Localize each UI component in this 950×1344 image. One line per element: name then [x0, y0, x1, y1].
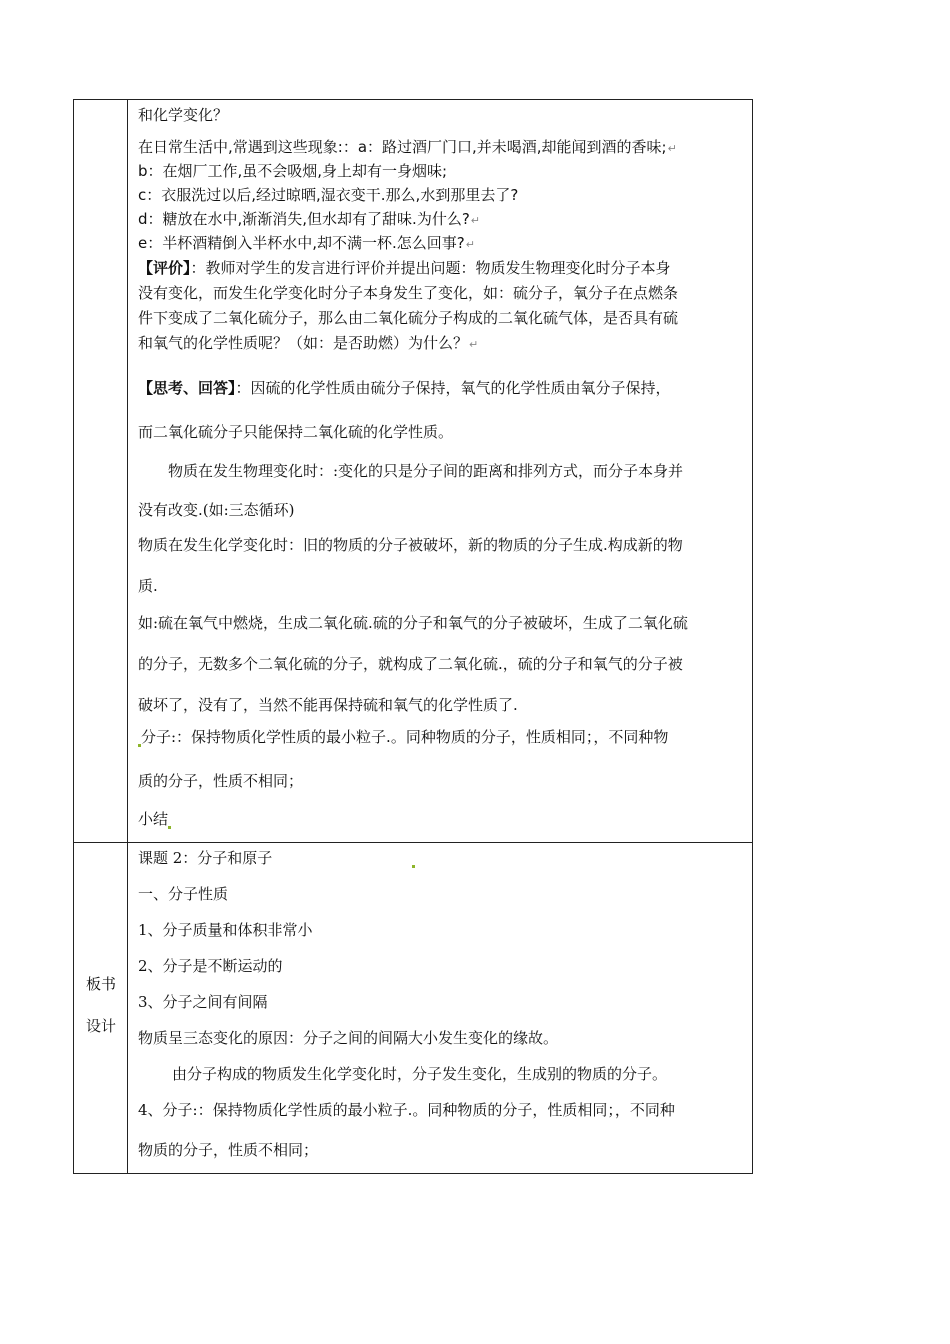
board-label-1: 板书 [85, 975, 116, 993]
section-heading: 一、分子性质 [138, 885, 229, 903]
think-line-2: 而二氧化硫分子只能保持二氧化硫的化学性质。 [138, 423, 454, 441]
evaluation-line-3: 件下变成了二氧化硫分子，那么由二氧化硫分子构成的二氧化硫气体，是否具有硫 [138, 309, 679, 327]
evaluation-text: ：教师对学生的发言进行评价并提出问题：物质发生物理变化时分子本身 [190, 259, 671, 277]
example-line-2: 的分子，无数多个二氧化硫的分子，就构成了二氧化硫.，硫的分子和氧气的分子被 [138, 655, 683, 673]
lesson-title [138, 847, 415, 868]
label-cell-board-design [74, 843, 128, 1173]
phenomenon-d: d：糖放在水中,渐渐消失,但水却有了甜味.为什么? [138, 210, 470, 228]
phenomenon-d-line [138, 208, 480, 229]
evaluation-tag: 【评价】 [138, 259, 191, 277]
paragraph-mark-icon: ↵ [470, 214, 481, 227]
think-text: ：因硫的化学性质由硫分子保持，氧气的化学性质由氧分子保持， [235, 379, 671, 397]
paragraph-mark-icon: ↵ [667, 142, 677, 155]
think-line-1 [138, 377, 671, 398]
table-row-process [74, 100, 752, 842]
content-cell-board-design [128, 843, 752, 1173]
chemical-change-note: 由分子构成的物质发生化学变化时，分子发生变化，生成别的物质的分子。 [172, 1065, 668, 1083]
phenomenon-b-line [138, 160, 447, 181]
lesson-title-text: 课题 2：分子和原子 [138, 849, 273, 867]
phenomenon-c-line [138, 184, 518, 205]
state-change-reason: 物质呈三态变化的原因：分子之间的间隔大小发生变化的缘故。 [138, 1029, 559, 1047]
summary-line [138, 808, 171, 829]
molecule-definition-line-2: 质的分子，性质不相同； [138, 772, 304, 790]
label-cell-empty [74, 100, 128, 842]
evaluation-line-2: 没有变化，而发生化学变化时分子本身发生了变化，如：硫分子，氧分子在点燃条 [138, 284, 679, 302]
phenomenon-a: 在日常生活中,常遇到这些现象:：a：路过酒厂门口,并未喝酒,却能闻到酒的香味; [138, 138, 667, 156]
phenomenon-e: e：半杯酒精倒入半杯水中,却不满一杯.怎么回事? [138, 234, 465, 252]
example-line-3: 破坏了，没有了，当然不能再保持硫和氧气的化学性质了. [138, 696, 518, 714]
paragraph-mark-icon: ↵ [465, 238, 475, 251]
evaluation-line-1 [138, 257, 671, 278]
phenomenon-b: b：在烟厂工作,虽不会吸烟,身上却有一身烟味; [138, 162, 448, 180]
molecule-definition-1: 4、分子:：保持物质化学性质的最小粒子.。同种物质的分子，性质相同；，不同种 [138, 1101, 675, 1119]
text-line: 和化学变化？ [138, 106, 229, 124]
lesson-table [73, 99, 753, 1174]
molecule-definition-2: 物质的分子，性质不相同； [138, 1141, 319, 1159]
evaluation-text: 和氧气的化学性质呢？（如：是否助燃）为什么？ [138, 334, 469, 352]
marker-dot [168, 826, 171, 829]
chemical-change-line-1: 物质在发生化学变化时：旧的物质的分子被破坏，新的物质的分子生成.构成新的物 [138, 536, 683, 554]
content-cell-process [128, 100, 752, 842]
paragraph-mark-icon: ↵ [469, 338, 479, 351]
physical-change-line-1: 物质在发生物理变化时：:变化的只是分子间的距离和排列方式，而分子本身并 [168, 462, 684, 480]
chemical-change-line-2: 质. [138, 577, 158, 595]
property-1: 1、分子质量和体积非常小 [138, 921, 313, 939]
table-row-board-design [74, 842, 752, 1173]
board-label-2: 设计 [85, 1017, 116, 1035]
molecule-definition-line-1 [138, 726, 668, 747]
marker-dot [412, 865, 415, 868]
physical-change-line-2: 没有改变.(如:三态循环) [138, 501, 295, 519]
phenomenon-e-line [138, 232, 475, 253]
molecule-definition-text: 分子:：保持物质化学性质的最小粒子.。同种物质的分子，性质相同；，不同种物 [141, 728, 669, 746]
evaluation-line-4 [138, 332, 478, 353]
phenomenon-c: c：衣服洗过以后,经过晾晒,湿衣变干.那么,水到那里去了? [138, 186, 519, 204]
property-3: 3、分子之间有间隔 [138, 993, 268, 1011]
example-line-1: 如:硫在氧气中燃烧，生成二氧化硫.硫的分子和氧气的分子被破坏，生成了二氧化硫 [138, 614, 688, 632]
summary-label: 小结 [138, 810, 169, 828]
property-2: 2、分子是不断运动的 [138, 957, 283, 975]
phenomenon-intro [138, 136, 677, 157]
think-tag: 【思考、回答】 [138, 379, 236, 397]
